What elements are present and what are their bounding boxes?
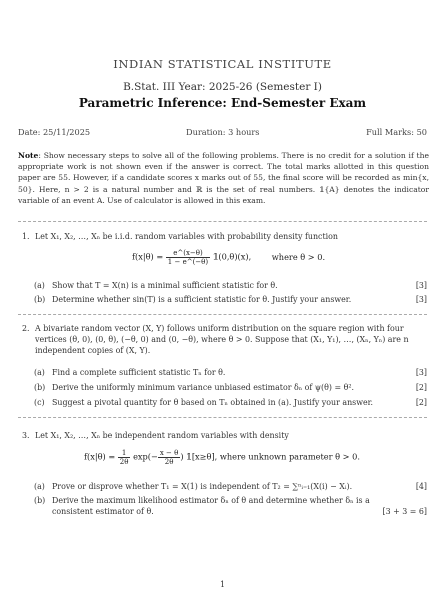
part-marks: [3 + 3 = 6] <box>382 507 427 516</box>
part-text: Determine whether sin(T) is a sufficient statistic for θ. Justify your answer. <box>52 295 352 304</box>
part-text: Derive the uniformly minimum variance unbiased estimator δₙ of ψ(θ) = θ². <box>52 383 354 392</box>
question-text: Let X₁, X₂, …, Xₙ be independent random variables with density <box>35 431 289 440</box>
year-line: B.Stat. III Year: 2025-26 (Semester I) <box>123 81 322 93</box>
institute-name: INDIAN STATISTICAL INSTITUTE <box>113 57 332 71</box>
part-text: Prove or disprove whether T₁ = X(1) is independent of T₂ = ∑ⁿᵢ₌₁(X(i) − Xᵢ). <box>52 482 353 491</box>
fraction-numerator: e^(x−θ) <box>166 249 210 258</box>
exp-denominator: 2θ <box>164 458 174 466</box>
part-marks: [2] <box>415 398 427 407</box>
divider-line <box>18 417 427 418</box>
formula-indicator: 𝟙(0,θ)(x), <box>212 251 252 262</box>
formula-indicator: 𝟙[x≥θ], <box>186 451 218 462</box>
part-marks: [3] <box>415 281 427 290</box>
part-text: Suggest a pivotal quantity for θ based on Tₙ obtained in (a). Justify your answer. <box>52 398 374 407</box>
formula-exp-close: ) <box>180 451 184 462</box>
part-label: (b) <box>34 383 46 392</box>
divider-line <box>18 314 427 315</box>
part-marks: [4] <box>415 482 427 491</box>
full-marks: Full Marks: 50 <box>366 127 427 137</box>
formula-exp: exp(− <box>133 451 158 462</box>
formula-lhs: f(x|θ) = <box>84 451 116 462</box>
pdf-formula-1 <box>132 249 325 266</box>
pdf-formula-3 <box>84 449 360 466</box>
question-text: Let X₁, X₂, …, Xₙ be i.i.d. random variables with probability density function <box>35 232 338 241</box>
question-number: 1. <box>22 232 30 241</box>
part-marks: [3] <box>415 295 427 304</box>
question-2 <box>22 323 427 357</box>
part-label: (b) <box>34 496 46 505</box>
part-marks: [2] <box>415 383 427 392</box>
fraction-denominator: 2θ <box>119 458 129 466</box>
question-3b <box>36 495 427 517</box>
part-text: Show that T = X(n) is a minimal sufficient statistic for θ. <box>52 281 278 290</box>
formula-condition: where θ > 0. <box>271 251 326 262</box>
page-number: 1 <box>219 580 226 589</box>
question-number: 2. <box>22 324 30 333</box>
fraction-numerator: 1 <box>118 449 131 458</box>
fraction-denominator: 1 − e^(−θ) <box>167 258 209 266</box>
exam-meta <box>18 127 427 139</box>
part-label: (a) <box>34 368 45 377</box>
formula-condition: where unknown parameter θ > 0. <box>219 451 360 462</box>
exp-fraction <box>158 449 180 466</box>
formula-fraction <box>118 449 131 466</box>
part-text: Derive the maximum likelihood estimator δₙ of θ and determine whether δₙ is a consistent estimator of θ. <box>52 496 370 517</box>
exam-duration: Duration: 3 hours <box>186 127 260 137</box>
note-label: Note <box>18 151 39 160</box>
part-label: (c) <box>34 398 45 407</box>
part-label: (a) <box>34 482 45 491</box>
formula-fraction <box>166 249 210 266</box>
part-text: Find a complete sufficient statistic Tₙ for θ. <box>52 368 226 377</box>
exam-title: Parametric Inference: End-Semester Exam <box>78 96 367 110</box>
question-3 <box>22 430 427 441</box>
note-text: : Show necessary steps to solve all of the following problems. There is no credit for a solution if the appropriate work is not shown even if the answer is correct. The total marks allotted in this question paper are 55. However, if a candidate scores x marks out of 55, the final score will be recorded as min{x, 50}. Here, n > 2 is a natural number and ℝ is the set of real numbers. 𝟙{A} denotes the indicator variable of an event A. Use of calculator is allowed in this exam. <box>18 151 429 205</box>
instructions-note <box>18 150 429 206</box>
exp-numerator: x − θ <box>159 449 179 457</box>
formula-lhs: f(x|θ) = <box>132 251 164 262</box>
divider-line <box>18 221 427 222</box>
question-1 <box>22 231 427 242</box>
question-number: 3. <box>22 431 30 440</box>
part-label: (b) <box>34 295 46 304</box>
part-label: (a) <box>34 281 45 290</box>
question-text: A bivariate random vector (X, Y) follows uniform distribution on the square region with four vertices (θ, 0), (0, θ), (−θ, 0) and (0, −θ), where θ > 0. Suppose that (X₁, Y₁), …, (Xₙ, Yₙ) are n independent copies of (X, Y). <box>35 324 409 356</box>
exam-date: Date: 25/11/2025 <box>18 127 91 137</box>
part-marks: [3] <box>415 368 427 377</box>
